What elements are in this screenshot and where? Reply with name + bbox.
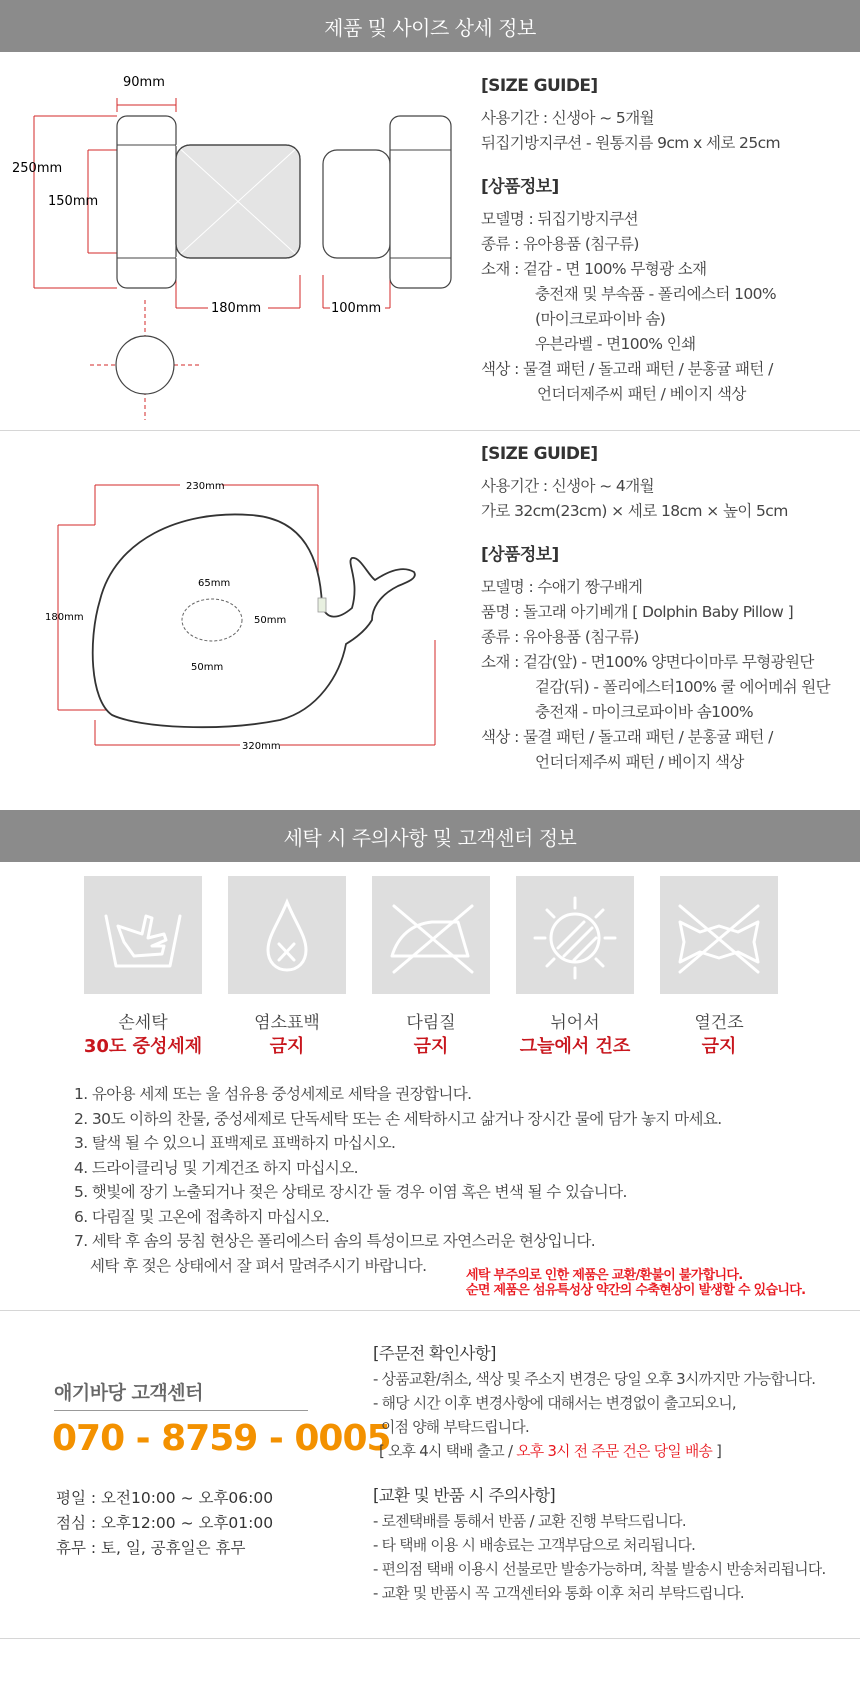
care-label: 손세탁 [118,1013,168,1033]
divider [0,1638,860,1639]
info-line: 종류 : 유아용품 (침구류) [481,628,639,646]
divider [0,1310,860,1311]
warning-line: 세탁 부주의로 인한 제품은 교환/환불이 불가합니다. [466,1268,743,1283]
care-sub: 30도 중성세제 [83,1036,203,1057]
exchange-line: - 타 택배 이용 시 배송료는 고객부담으로 처리됩니다. [373,1537,696,1554]
order-notice [373,1340,826,1606]
customer-phone[interactable]: 070 - 8759 - 0005 [52,1418,391,1459]
order-line: 이점 양해 부탁드립니다. [381,1419,529,1436]
product2-info [481,444,830,775]
info-line: 모델명 : 수애기 짱구배게 [481,578,643,596]
size-guide-title: [SIZE GUIDE] [481,444,598,464]
note-line: 2. 30도 이하의 찬물, 중성세제로 단독세탁 또는 손 세탁하시고 삶거나 장시간 물에 담가 놓지 마세요. [74,1109,722,1128]
care-sub: 금지 [269,1036,305,1057]
care-sub: 그늘에서 건조 [519,1036,631,1057]
section-title: 제품 및 사이즈 상세 정보 [324,15,536,40]
customer-center-title: 애기바당 고객센터 [54,1382,203,1404]
info-line: 품명 : 돌고래 아기베개 [ Dolphin Baby Pillow ] [481,603,794,621]
info-line: 언더더제주씨 패턴 / 베이지 색상 [535,753,744,771]
note-line: 7. 세탁 후 솜의 뭉침 현상은 폴리에스터 솜의 특성이므로 자연스러운 현상입니다. [74,1232,596,1250]
note-line: 5. 햇빛에 장기 노출되거나 젖은 상태로 장시간 둘 경우 이염 혹은 변색 될 수 있습니다. [74,1183,627,1201]
dim-hole-height: 50mm [254,615,287,626]
note-line: 1. 유아용 세제 또는 울 섬유용 중성세제로 세탁을 권장합니다. [74,1085,472,1103]
shade-dry-icon [516,876,634,994]
cushion-diagram [0,60,470,430]
section-header-care [0,810,860,862]
dim-width-bottom: 320mm [242,741,281,752]
size-line: 사용기간 : 신생아 ~ 4개월 [481,477,654,495]
no-bleach-icon [228,876,346,994]
shipping-line [373,1440,826,1464]
info-line: 충전재 - 마이크로파이바 솜100% [535,703,753,721]
hours-line: 점심 : 오후12:00 ~ 오후01:00 [56,1514,274,1532]
size-guide-title: [SIZE GUIDE] [481,76,598,96]
dim-width-top: 230mm [186,481,225,492]
no-tumble-dry-icon [660,876,778,994]
warning-line: 순면 제품은 섬유특성상 약간의 수축현상이 발생할 수 있습니다. [466,1283,806,1298]
no-iron-icon [372,876,490,994]
section-header-size [0,0,860,52]
dim-hole-gap: 50mm [191,662,224,673]
note-line: 세탁 후 젖은 상태에서 잘 펴서 말려주시기 바랍니다. [90,1256,427,1275]
note-line: 6. 다림질 및 고온에 접촉하지 마십시오. [74,1207,330,1226]
dim-width-bottom: 180mm [211,301,262,316]
product-info-title: [상품정보] [481,545,559,565]
shipping-highlight: 오후 3시 전 주문 건은 당일 배송 [516,1443,713,1460]
info-line: 겉감(뒤) - 폴리에스터100% 쿨 에어메쉬 원단 [535,678,831,696]
order-line: - 해당 시간 이후 변경사항에 대해서는 변경없이 출고되오니, [373,1395,736,1412]
divider [0,430,860,431]
info-line: 색상 : 물결 패턴 / 돌고래 패턴 / 분홍귤 패턴 / [481,728,773,746]
exchange-notice-title: [교환 및 반품 시 주의사항] [373,1486,556,1505]
dim-height: 180mm [45,612,84,623]
exchange-line: - 편의점 택배 이용시 선불로만 발송가능하며, 착불 발송시 반송처리됩니다. [373,1561,826,1578]
product1-info [481,76,780,407]
care-label: 염소표백 [254,1013,320,1033]
care-sub: 금지 [701,1036,737,1057]
info-line: 충전재 및 부속품 - 폴리에스터 100% [535,285,777,303]
dim-height-total: 250mm [12,161,63,176]
care-label: 뉘어서 [550,1013,600,1033]
hours-line: 평일 : 오전10:00 ~ 오후06:00 [56,1489,274,1507]
exchange-line: - 교환 및 반품시 꼭 고객센터와 통화 이후 처리 부탁드립니다. [373,1585,744,1602]
order-notice-title: [주문전 확인사항] [373,1344,496,1363]
care-notes [74,1082,722,1278]
info-line: 색상 : 물결 패턴 / 돌고래 패턴 / 분홍귤 패턴 / [481,360,773,378]
dim-height-inner: 150mm [48,194,99,209]
order-line: - 상품교환/취소, 색상 및 주소지 변경은 당일 오후 3시까지만 가능합니다. [373,1371,816,1388]
info-line: 모델명 : 뒤집기방지쿠션 [481,210,639,228]
exchange-line: - 로젠택배를 통해서 반품 / 교환 진행 부탁드립니다. [373,1513,686,1530]
dim-hole-width: 65mm [198,578,231,589]
info-line: 종류 : 유아용품 (침구류) [481,235,639,253]
business-hours [56,1486,273,1561]
note-line: 4. 드라이클리닝 및 기계건조 하지 마십시오. [74,1158,358,1177]
warning-text [466,1268,805,1298]
hours-line: 휴무 : 토, 일, 공휴일은 휴무 [56,1539,246,1557]
pillow-diagram [0,470,470,760]
info-line: 소재 : 겉감(앞) - 면100% 양면다이마루 무형광원단 [481,653,814,671]
shipping-text: [ 오후 4시 택배 출고 / [379,1443,517,1460]
shipping-text: ] [712,1443,722,1460]
info-line: (마이크로파이바 솜) [535,310,666,328]
size-line: 뒤집기방지쿠션 - 원통지름 9cm x 세로 25cm [481,134,781,152]
info-line: 소재 : 겉감 - 면 100% 무형광 소재 [481,260,707,278]
care-label: 다림질 [406,1013,456,1033]
note-line: 3. 탈색 될 수 있으니 표백제로 표백하지 마십시오. [74,1134,396,1152]
info-line: 우븐라벨 - 면100% 인쇄 [535,335,696,353]
hand-wash-icon [84,876,202,994]
size-line: 가로 32cm(23cm) × 세로 18cm × 높이 5cm [481,502,788,520]
care-sub: 금지 [413,1036,449,1057]
care-label: 열건조 [694,1013,744,1033]
size-line: 사용기간 : 신생아 ~ 5개월 [481,109,654,127]
info-line: 언더더제주씨 패턴 / 베이지 색상 [537,385,746,403]
dim-width-side: 100mm [331,301,382,316]
product-info-title: [상품정보] [481,177,559,197]
section-title: 세탁 시 주의사항 및 고객센터 정보 [283,825,577,850]
dim-width-top: 90mm [123,75,165,90]
divider [54,1410,308,1411]
